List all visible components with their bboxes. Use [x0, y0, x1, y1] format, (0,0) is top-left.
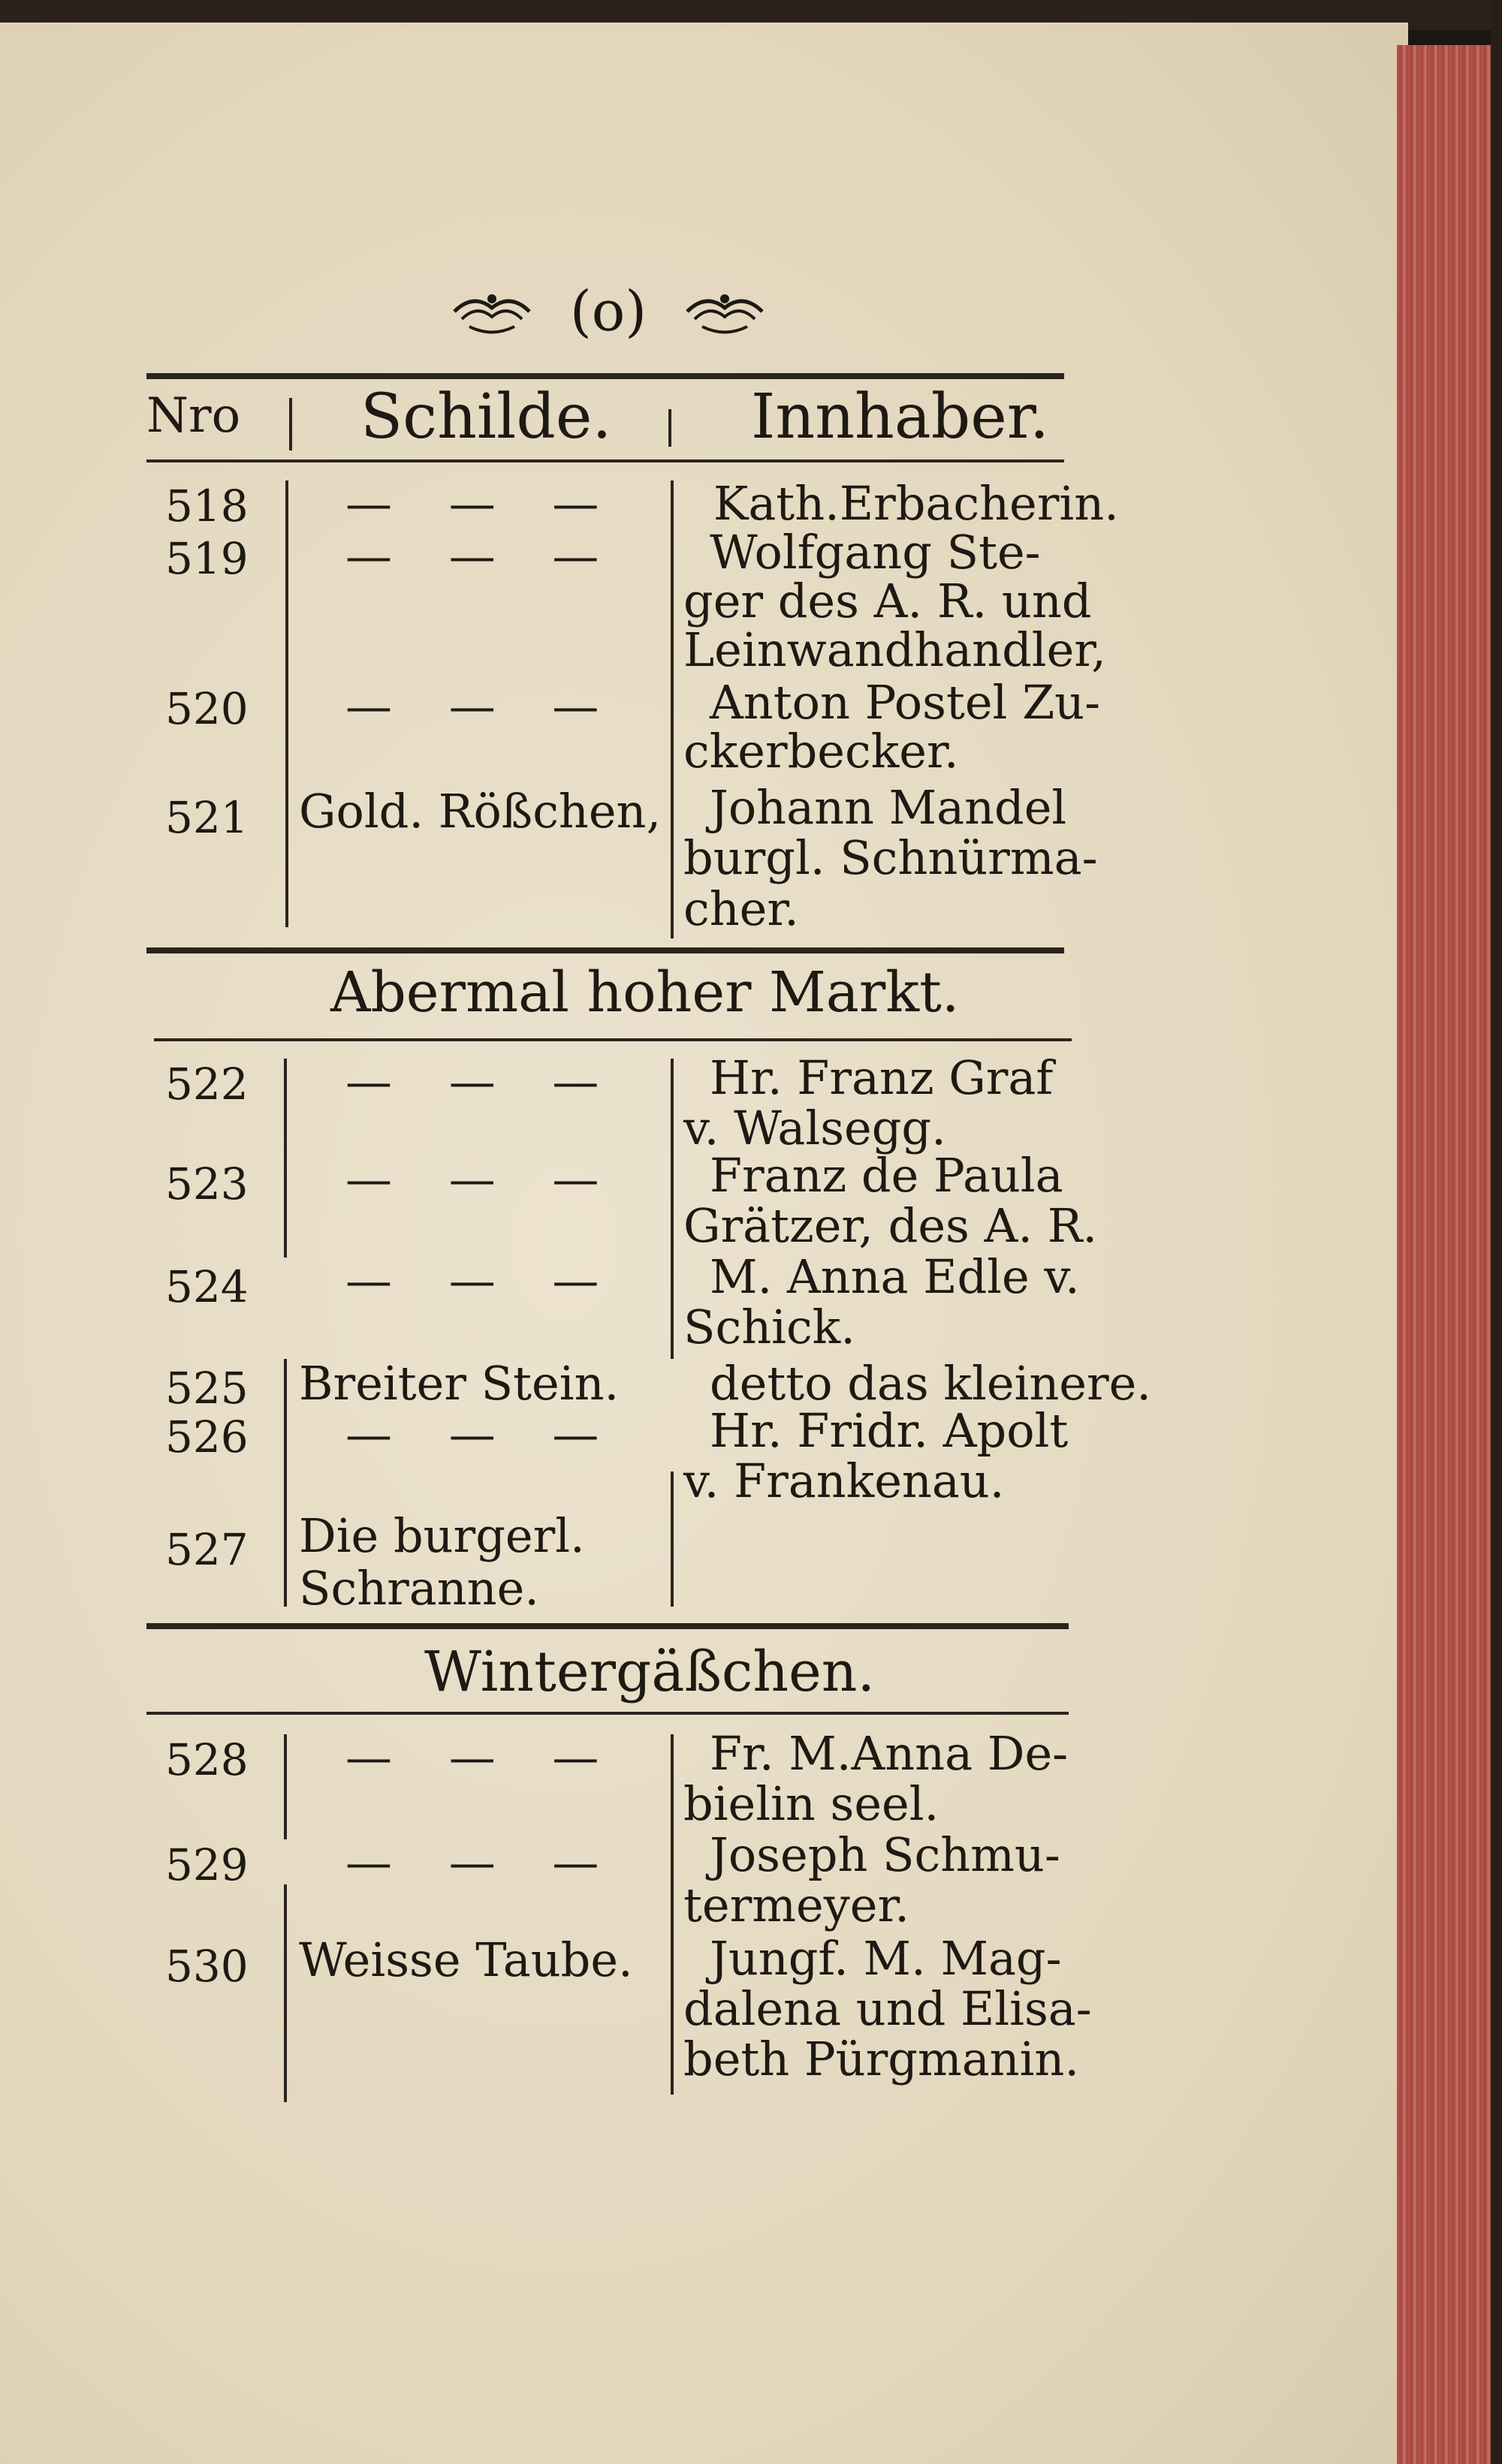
holder-line: ckerbecker. [683, 724, 959, 779]
dash-placeholder: — — — [345, 1054, 620, 1109]
holder-line: M. Anna Edle v. [710, 1249, 1080, 1304]
dash-placeholder: — — — [345, 1407, 620, 1462]
section-bottom-rule [146, 1712, 1069, 1715]
holder-line: termeyer. [683, 1878, 909, 1932]
col-divider-left [284, 1884, 287, 2102]
sign-name: Die burgerl. [299, 1508, 585, 1563]
col-divider-left [285, 480, 288, 927]
row-number: 525 [165, 1363, 249, 1414]
holder-line: Hr. Fridr. Apolt [710, 1403, 1069, 1458]
row-number: 522 [165, 1059, 249, 1110]
sign-name: Weisse Taube. [299, 1932, 633, 1987]
holder-line: cher. [683, 881, 799, 936]
col-divider-right [671, 1471, 674, 1607]
holder-line: Schick. [683, 1300, 855, 1354]
row-number: 519 [165, 533, 249, 584]
row-number: 518 [165, 480, 249, 532]
holder-line: dalena und Elisa- [683, 1981, 1092, 2036]
page-header [451, 270, 766, 353]
header-nro: Nro [146, 388, 241, 444]
section-top-rule [146, 947, 1064, 953]
holder-line: v. Walsegg. [683, 1101, 946, 1155]
col-divider-left [284, 1059, 287, 1258]
dash-placeholder: — — — [345, 1835, 620, 1890]
holder-line: Anton Postel Zu- [710, 675, 1101, 730]
row-number: 523 [165, 1158, 249, 1209]
header-divider-2 [668, 409, 671, 447]
holder-line: Grätzer, des A. R. [683, 1198, 1098, 1253]
holder-line: Fr. M.Anna De- [710, 1726, 1069, 1781]
header-divider-1 [289, 398, 292, 450]
col-divider-right [671, 480, 674, 938]
holder-line: Franz de Paula [710, 1148, 1063, 1203]
holder-line: Jungf. M. Mag- [710, 1931, 1062, 1986]
section-top-rule [146, 1623, 1069, 1629]
row-number: 521 [165, 792, 249, 843]
holder-line: burgl. Schnürma- [683, 830, 1098, 885]
holder-line: Johann Mandel [710, 780, 1067, 835]
holder-line: v. Frankenau. [683, 1453, 1005, 1508]
page-number: (o) [569, 279, 647, 344]
sign-name: Breiter Stein. [299, 1356, 620, 1411]
dash-placeholder: — — — [345, 1253, 620, 1308]
dash-placeholder: — — — [345, 1730, 620, 1785]
dash-placeholder: — — — [345, 476, 620, 531]
left-ornament-icon [451, 285, 533, 338]
row-number: 530 [165, 1941, 249, 1992]
row-number: 527 [165, 1524, 249, 1575]
row-number: 529 [165, 1839, 249, 1890]
holder-line: Leinwandhandler, [683, 622, 1106, 677]
col-divider-left [284, 1734, 287, 1839]
dash-placeholder: — — — [345, 679, 620, 733]
row-number: 524 [165, 1261, 249, 1312]
holder-line: Joseph Schmu- [710, 1827, 1060, 1882]
right-ornament-icon [683, 285, 766, 338]
header-top-rule [146, 373, 1064, 379]
sign-name: Schranne. [299, 1561, 539, 1616]
col-divider-left [284, 1359, 287, 1607]
header-innhaber: Innhaber. [751, 381, 1049, 453]
page-edge-red [1397, 45, 1502, 2464]
col-divider-right [671, 1734, 674, 2095]
section-title: Abermal hoher Markt. [330, 960, 960, 1025]
section-bottom-rule [154, 1038, 1072, 1041]
header-schilde: Schilde. [360, 381, 612, 453]
dash-placeholder: — — — [345, 529, 620, 583]
holder-line: Kath.Erbacherin. [713, 476, 1119, 531]
holder-line: detto das kleinere. [710, 1356, 1152, 1411]
col-divider-right [671, 1059, 674, 1359]
header-bottom-rule [146, 459, 1064, 462]
row-number: 528 [165, 1734, 249, 1785]
holder-line: Hr. Franz Graf [710, 1050, 1054, 1105]
holder-line: beth Pürgmanin. [683, 2032, 1080, 2086]
book-cover-edge [1491, 0, 1502, 2464]
holder-line: bielin seel. [683, 1776, 940, 1831]
row-number: 520 [165, 683, 249, 734]
dash-placeholder: — — — [345, 1152, 620, 1206]
holder-line: Wolfgang Ste- [710, 525, 1041, 580]
section-title: Wintergäßchen. [424, 1640, 875, 1704]
holder-line: ger des A. R. und [683, 574, 1092, 628]
sign-name: Gold. Rößchen, [299, 784, 662, 839]
row-number: 526 [165, 1411, 249, 1462]
